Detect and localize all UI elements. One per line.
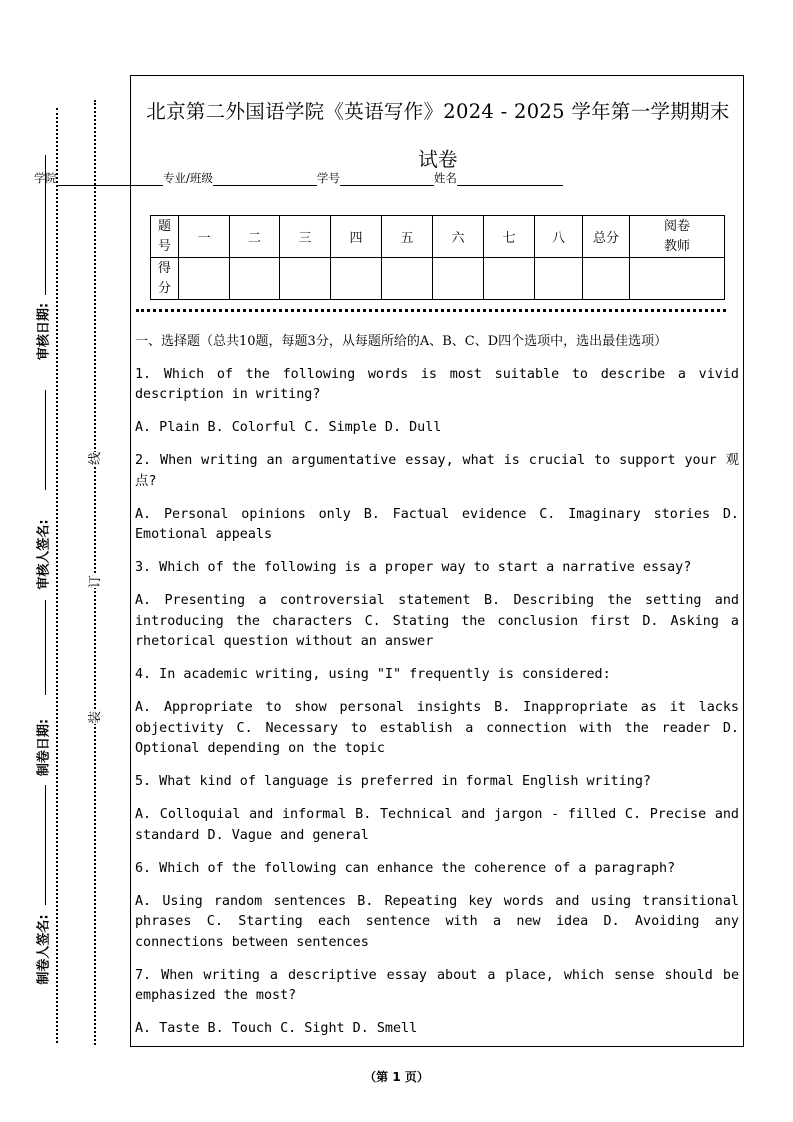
cell-q7: 七: [484, 216, 535, 258]
cell-defen: [151, 258, 179, 300]
cell-q1: 一: [179, 216, 230, 258]
exam-title-line2: 试卷: [418, 148, 458, 171]
binding-margin: [0, 0, 128, 1122]
maker-date-label: 制卷日期:: [36, 718, 52, 777]
cell-q2: 二: [230, 216, 280, 258]
cut-mark-line: 线: [82, 452, 105, 465]
cell-q4: 四: [331, 216, 382, 258]
reviewer-sign-label: 审核人签名:: [36, 519, 52, 590]
student-id-label: 学号: [316, 171, 340, 185]
major-label: 专业/班级: [163, 171, 213, 185]
reviewer-date-label: 审核日期:: [36, 302, 52, 361]
name-label: 姓名: [433, 171, 457, 185]
cell-q6: 六: [433, 216, 484, 258]
score-table-header-row: [151, 216, 725, 258]
reviewer-sign-line: [45, 390, 46, 490]
question-7: 7. When writing a descriptive essay about a place, which sense should be emphasized the most?: [135, 967, 739, 1003]
cell-defen-2: 分: [157, 280, 171, 296]
name-blank[interactable]: [457, 172, 563, 186]
question-3: 3. Which of the following is a proper way to start a narrative essay?: [135, 560, 692, 575]
section-heading: 一、选择题（总共10题，每题3分，从每题所给的A、B、C、D四个选项中，选出最佳选项）: [135, 334, 668, 349]
score-cell-q7[interactable]: [484, 258, 535, 300]
question-6: 6. Which of the following can enhance the coherence of a paragraph?: [135, 860, 676, 876]
left-dotted-rule: [56, 108, 58, 1043]
cut-mark-zhuang: 装: [82, 711, 105, 724]
cell-grader-2: 教师: [663, 238, 690, 254]
score-cell-q2[interactable]: [230, 258, 280, 300]
cell-q5: 五: [382, 216, 433, 258]
college-blank[interactable]: [57, 172, 163, 186]
exam-title-line1: 北京第二外国语学院《英语写作》2024 - 2025 学年第一学期期末: [146, 100, 730, 123]
maker-sign-label: 制卷人签名:: [36, 914, 52, 985]
question-content: [135, 332, 739, 1052]
cut-mark-ding: 订: [82, 575, 105, 588]
options-1: A. Plain B. Colorful C. Simple D. Dull: [135, 420, 442, 435]
score-cell-q5[interactable]: [382, 258, 433, 300]
score-cell-q3[interactable]: [280, 258, 331, 300]
score-table: [150, 215, 725, 300]
score-cell-q4[interactable]: [331, 258, 382, 300]
cell-tihao: [151, 216, 179, 258]
page-number: （第 1 页）: [364, 1070, 429, 1084]
score-cell-q6[interactable]: [433, 258, 484, 300]
student-id-blank[interactable]: [340, 172, 434, 186]
question-4: 4. In academic writing, using "I" frequently is considered:: [135, 667, 611, 682]
options-3: A. Presenting a controversial statement B. Describing the setting and introducing the characters C. Stating the conclusion first D. Asking a rhetorical question without an answer: [135, 593, 739, 649]
major-blank[interactable]: [213, 172, 317, 186]
cell-grader: [630, 216, 725, 258]
maker-sign-line: [45, 785, 46, 905]
cell-total: 总分: [583, 216, 630, 258]
cell-defen-1: 得: [157, 260, 171, 276]
options-2: A. Personal opinions only B. Factual evidence C. Imaginary stories D. Emotional appeals: [135, 506, 739, 542]
score-table-score-row: [151, 258, 725, 300]
cell-q3: 三: [280, 216, 331, 258]
options-5: A. Colloquial and informal B. Technical and jargon - filled C. Precise and standard D. Vague and general: [135, 807, 739, 843]
question-1: 1. Which of the following words is most suitable to describe a vivid description in writing?: [135, 366, 739, 402]
dotted-separator: [136, 309, 726, 312]
cell-tihao-1: 题: [157, 218, 171, 234]
cell-grader-1: 阅卷: [663, 218, 690, 234]
student-info-row: [34, 170, 594, 190]
cell-q8: 八: [535, 216, 583, 258]
score-cell-grader[interactable]: [630, 258, 725, 300]
options-4: A. Appropriate to show personal insights B. Inappropriate as it lacks objectivity C. Necessary to establish a connection with the reader D. Optional depending on the topic: [135, 700, 739, 756]
score-cell-q1[interactable]: [179, 258, 230, 300]
question-5: 5. What kind of language is preferred in formal English writing?: [135, 774, 651, 789]
college-label: 学院: [34, 171, 57, 185]
maker-date-line: [45, 600, 46, 695]
cut-dotted-rule: [94, 100, 96, 1045]
cell-tihao-2: 号: [157, 238, 171, 254]
score-cell-q8[interactable]: [535, 258, 583, 300]
question-2: 2. When writing an argumentative essay, what is crucial to support your 观点?: [135, 453, 739, 489]
options-6: A. Using random sentences B. Repeating key words and using transitional phrases C. Starting each sentence with a new idea D. Avoiding any connections between sentences: [135, 893, 739, 950]
options-7: A. Taste B. Touch C. Sight D. Smell: [135, 1021, 418, 1036]
score-cell-total[interactable]: [583, 258, 630, 300]
